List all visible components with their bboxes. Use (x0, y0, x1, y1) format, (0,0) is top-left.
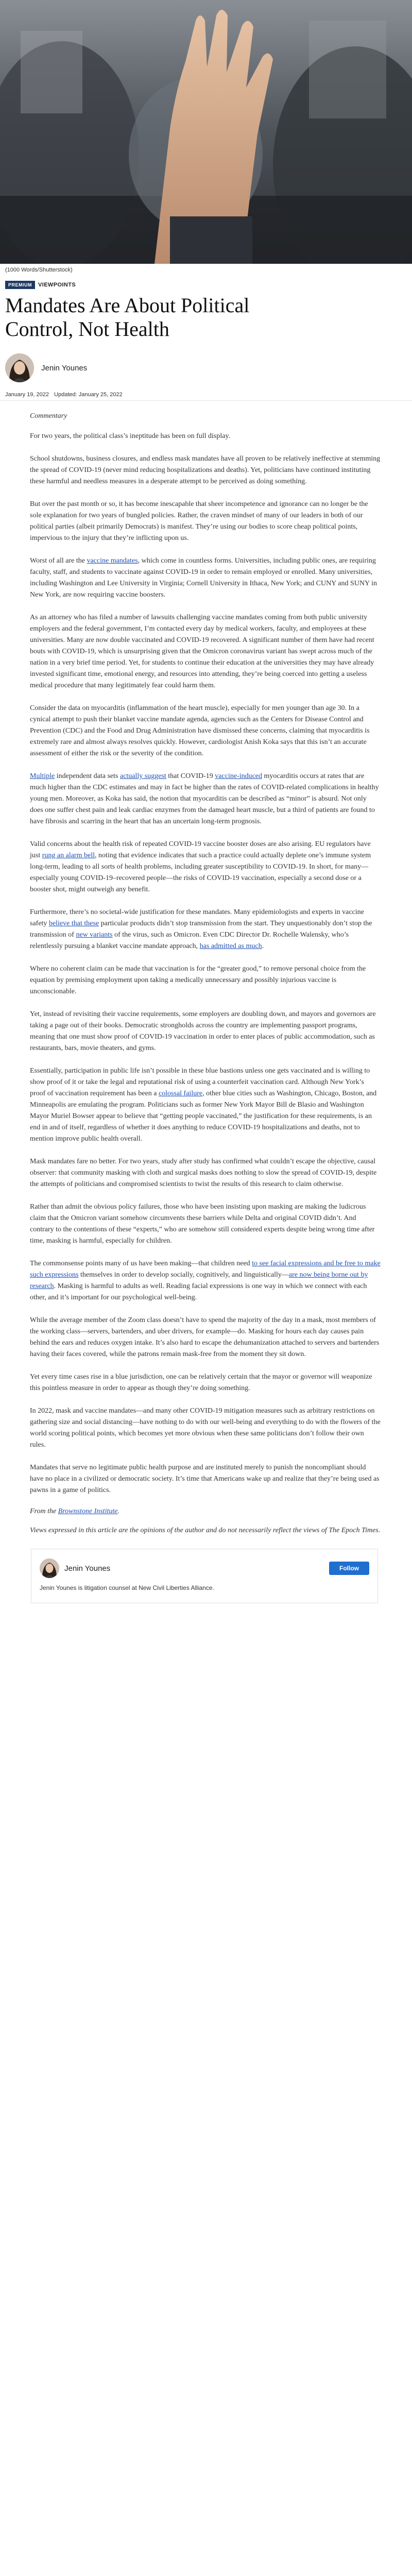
paragraph-7-text-b: that COVID-19 (166, 772, 215, 780)
paragraph-7 (30, 771, 381, 827)
paragraph-9-text-d: . (262, 942, 264, 950)
article-title: Mandates Are About Political Control, Not Health (5, 294, 250, 341)
premium-badge[interactable]: PREMIUM (5, 281, 35, 289)
paragraph-17: Yet every time cases rise in a blue jurisdiction, one can be relatively certain that the mayor or governor will weaponize this pointless measure in order to appear as though they’re doing something. (30, 1373, 372, 1392)
source-text-b: . (117, 1507, 119, 1515)
paragraph-8 (30, 839, 381, 895)
alarm-bell-link[interactable]: rung an alarm bell (42, 852, 95, 859)
paragraph-12-text-b: , other blue cities such as Washington, Chicago, Boston, and Minneapolis are emulating the program. Politicians such as former New York Mayor Bill de Blasio and Washington Mayor Muriel Bowser appear to believe that “getting people vaccinated,” the justification for these requirements, is an end in and of itself, regardless of whether it does anything to reduce COVID-19 hospitalizations and deaths, not to mention improve public health overall. (30, 1090, 377, 1143)
article-tags (0, 275, 412, 290)
paragraph-15 (30, 1258, 381, 1303)
paragraph-4 (30, 555, 381, 601)
author-bio: Jenin Younes is litigation counsel at New Civil Liberties Alliance. (40, 1584, 214, 1591)
author-card-name[interactable]: Jenin Younes (64, 1564, 111, 1573)
research-link[interactable]: are now being borne out by research (30, 1271, 368, 1290)
paragraph-18: In 2022, mask and vaccine mandates—and many other COVID-19 mitigation measures such as arbitrary restrictions on gathering size and social distancing—have nothing to do with our well-being and everything to do with the flowers of the world scoring political points, which becomes yet more obvious when these same politicians don’t follow their own rules. (30, 1407, 381, 1449)
source-text-a: From the (30, 1507, 58, 1515)
article-body (0, 401, 381, 1536)
author-name[interactable]: Jenin Younes (41, 363, 88, 372)
paragraph-9-text-a: Furthermore, there’s no societal-wide justification for these mandates. Many epidemiologists and experts in vaccine safety (30, 908, 364, 927)
paragraph-15-text-a: The commonsense points many of us have been making—that children need (30, 1260, 252, 1267)
multiple-link[interactable]: Multiple (30, 772, 55, 780)
article-dates (0, 385, 412, 401)
page-footer-space (0, 1628, 412, 1657)
author-card-avatar[interactable] (40, 1558, 59, 1578)
paragraph-7-text-c: myocarditis occurs at rates that are much higher than the CDC estimates and may in fact be higher than the rates of COVID-related complications in healthy young men. Moreover, as Koka has said, the notion that myocarditis can be described as “minor” is absurd. Not only does one suffer chest pain and leak cardiac enzymes from the damaged heart muscle, but a third of patients are found to have fibrosis and scarring in the heart that has an uncertain long-term prognosis. (30, 772, 379, 825)
paragraph-1: For two years, the political class’s ineptitude has been on full display. (30, 432, 231, 440)
paragraph-12 (30, 1065, 381, 1145)
colossal-failure-link[interactable]: colossal failure (158, 1090, 203, 1097)
paragraph-14: Rather than admit the obvious policy failures, those who have been insisting upon masking are making the ludicrous claim that the Omicron variant somehow circumvents these barriers while Delta and original COVID didn’t. And contrary to the contentions of these “experts,” who are somehow still considered experts despite being wrong time after time, masking is harmful, especially for children. (30, 1203, 375, 1245)
vaccine-mandates-link[interactable]: vaccine mandates (87, 557, 138, 565)
paragraph-12-text-a: Essentially, participation in public life isn’t possible in these blue bastions unless one gets vaccinated and is willing to show proof of it or take the legal and reputational risk of using a counterfeit vaccination card. Although New York’s proof of vaccination requirement has been a (30, 1067, 370, 1097)
author-portrait-icon (5, 353, 34, 382)
paragraph-8-text-a: Valid concerns about the health risk of repeated COVID-19 vaccine booster doses are also arising. EU regulators have just (30, 840, 371, 859)
paragraph-7-text-a: independent data sets (55, 772, 120, 780)
image-credit: (1000 Words/Shutterstock) (5, 267, 73, 273)
actually-suggest-link[interactable]: actually suggest (119, 772, 166, 780)
paragraph-13: Mask mandates fare no better. For two years, study after study has confirmed what couldn’t escape the objective, causal observer: that community masking with cloth and surgical masks does nothing to slow the spread of COVID-19, despite the attempts of politicians and compromised scientists to twist the results of this research to claim otherwise. (30, 1158, 377, 1188)
published-date: January 19, 2022 (5, 392, 49, 398)
paragraph-15-text-b: themselves in order to develop socially, cognitively, and linguistically— (78, 1271, 289, 1279)
paragraph-10: Where no coherent claim can be made that vaccination is for the “greater good,” to remove personal choice from the equation by premising employment upon taking a medically unnecessary and possibly injurious vaccine is unconscionable. (30, 965, 366, 995)
byline (0, 341, 412, 385)
paragraph-8-text-b: , noting that evidence indicates that such a practice could actually deplete one’s immune system long-term, leading to all sorts of health problems, including greater susceptibility to COVID-19. In short, for many—especially young COVID-19–recovered people—the risks of COVID-19 vaccination, especially a second dose or a booster shot, might outweigh any benefit. (30, 852, 371, 893)
source-line (30, 1507, 381, 1516)
updated-date: Updated: January 25, 2022 (54, 392, 123, 398)
article-kicker: Commentary (30, 412, 67, 420)
admitted-link[interactable]: has admitted as much (199, 942, 262, 950)
paragraph-2: School shutdowns, business closures, and endless mask mandates have all proven to be relatively ineffective at stemming the spread of COVID-19 (never mind reducing hospitalizations and deaths). Yet, politicians have continued instituting these harmful and needless measures in a desperate attempt to be perceived as doing something. (30, 455, 381, 485)
paragraph-9-text-c: of the virus, such as Omicron. Even CDC Director Dr. Rochelle Walensky, who’s relentlessly pursuing a blanket vaccine mandate approach, (30, 931, 349, 950)
vaccine-induced-link[interactable]: vaccine-induced (215, 772, 263, 780)
believe-link[interactable]: believe that these (48, 920, 99, 927)
section-link[interactable]: VIEWPOINTS (38, 282, 76, 288)
disclaimer: Views expressed in this article are the opinions of the author and do not necessarily reflect the views of The Epoch Times. (30, 1527, 381, 1534)
follow-button[interactable]: Follow (329, 1562, 369, 1575)
paragraph-16: While the average member of the Zoom class doesn’t have to spend the majority of the day in a mask, most members of the working class—servers, bartenders, and uber drivers, for example—do. Masking for hours each day causes pain behind the ears and reduces oxygen intake. It’s also hard to escape the dehumanization attached to servers and bartenders having their faces covered, while the patrons remain mask-free from the moment they sit down. (30, 1316, 380, 1358)
new-variants-link[interactable]: new variants (76, 931, 113, 939)
author-avatar[interactable] (5, 353, 34, 382)
hero-image (0, 0, 412, 264)
paragraph-4-text-a: Worst of all are the (30, 557, 87, 565)
paragraph-11: Yet, instead of revisiting their vaccine requirements, some employers are doubling down, and mayors and governors are taking a page out of their books. Democratic strongholds across the country are implementing passport programs, meaning that one must show proof of COVID-19 vaccination in order to enter places of public accommodation, such as restaurants, bars, movie theaters, and gyms. (30, 1010, 376, 1052)
author-card-header (40, 1558, 369, 1578)
paragraph-15-text-c: . Masking is harmful to adults as well. Reading facial expressions is one way in which we connect with each other, and it’s important for our psychological well-being. (30, 1282, 367, 1301)
paragraph-3: But over the past month or so, it has become inescapable that sheer incompetence and ignorance can no longer be the sole explanation for two years of bungled policies. Rather, the craven mindset of many of our leaders in both of our political parties (albeit primarily Democrats) is manifest. They’re using our bodies to score cheap political points, impervious to the injury that they’re inflicting upon us. (30, 500, 368, 542)
brownstone-link[interactable]: Brownstone Institute (58, 1507, 118, 1515)
paragraph-4-text-b: , which come in countless forms. Universities, including public ones, are requiring faculty, staff, and students to vaccinate against COVID-19 in order to remain employed or enrolled. Many universities, including Washington and Lee University in Virginia; Cornell University in Ithaca, New York; and CUNY and SUNY in New York, are now requiring vaccine boosters. (30, 557, 377, 599)
paragraph-9 (30, 907, 381, 952)
paragraph-19: Mandates that serve no legitimate public health purpose and are instituted merely to punish the noncompliant should have no place in a civilized or democratic society. It’s time that Americans wake up and realize that they’re being used as pawns in a game of politics. (30, 1464, 380, 1494)
author-card-portrait-icon (40, 1558, 59, 1578)
paragraph-9-text-b: particular products didn’t stop transmission from the start. They unquestionably don’t stop the transmission of (30, 920, 372, 939)
protest-photo (0, 0, 412, 264)
paragraph-6: Consider the data on myocarditis (inflammation of the heart muscle), especially for men younger than age 30. In a cynical attempt to push their blanket vaccine mandate agenda, agencies such as the Centers for Disease Control and Prevention (CDC) and the Food and Drug Administration have dismissed these concerns, claiming that myocarditis is extremely rare and almost always resolves quickly. However, cardiologist Anish Koka says that this isn’t an accurate assessment of either the risk or the severity of the condition. (30, 704, 370, 757)
facial-expressions-link[interactable]: to see facial expressions and be free to make such expressions (30, 1260, 381, 1279)
author-card (31, 1549, 378, 1603)
paragraph-5: As an attorney who has filed a number of lawsuits challenging vaccine mandates coming from both public university employers and the federal government, I’m contacted every day by medical workers, faculty, and employees at these universities. Many are now double vaccinated and COVID-19 recovered. A significant number of them have had recent bouts with COVID-19, which is unsurprising given that the Omicron coronavirus variant has swept across much of the nation in a very brief time period. Yet, for students to continue their education at the universities they may have already invested significant time, emotional energy, and resources into attending, they’re being coerced into getting a useless medical procedure that many legitimately fear could harm them. (30, 614, 374, 689)
author-card-identity (40, 1558, 110, 1578)
